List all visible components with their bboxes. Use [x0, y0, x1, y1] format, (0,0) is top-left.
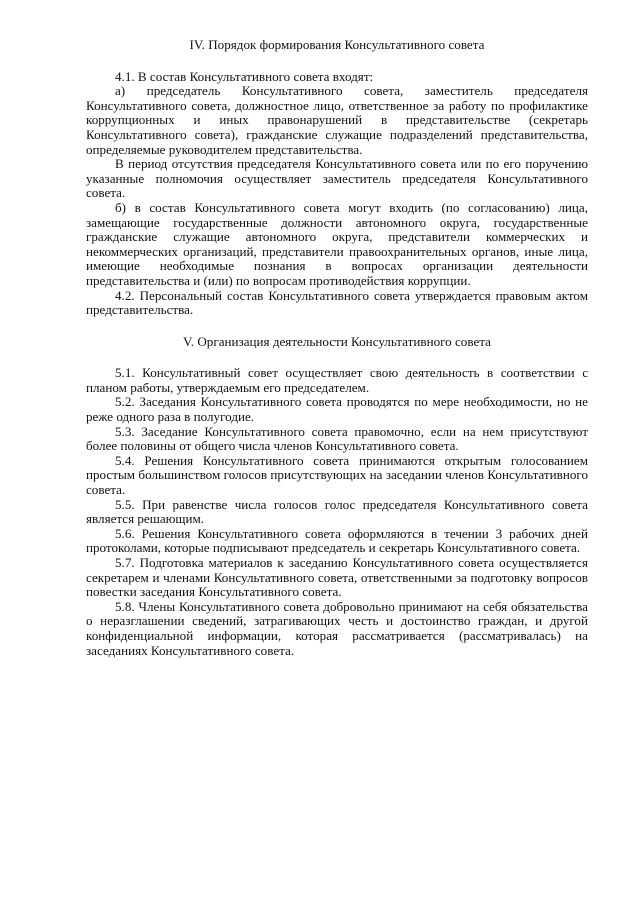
- paragraph-5-2: 5.2. Заседания Консультативного совета проводятся по мере необходимости, но не реже одного раза в полугодие.: [86, 394, 588, 425]
- section-5-title: V. Организация деятельности Консультативного совета: [183, 333, 491, 349]
- paragraph-5-3: 5.3. Заседание Консультативного совета правомочно, если на нем присутствуют более половины от общего числа членов Консультативного совета.: [86, 423, 588, 454]
- paragraph-5-4: 5.4. Решения Консультативного совета принимаются открытым голосованием простым большинством голосов присутствующих на заседании членов Консультативного совета.: [86, 452, 588, 498]
- paragraph-5-8: 5.8. Члены Консультативного совета добровольно принимают на себя обязательства о неразглашении сведений, затрагивающих честь и достоинство граждан, и другой конфиденциальной информации, которая рассматривается (рассматривалась) на заседаниях Консультативного совета.: [86, 598, 588, 658]
- paragraph-4-1: 4.1. В состав Консультативного совета входят:: [115, 68, 374, 84]
- paragraph-5-5: 5.5. При равенстве числа голосов голос председателя Консультативного совета является решающим.: [86, 496, 588, 527]
- paragraph-4-1-absence: В период отсутствия председателя Консультативного совета или по его поручению указанные полномочия осуществляет заместитель председателя Консультативного совета.: [86, 156, 588, 201]
- paragraph-4-1-b: б) в состав Консультативного совета могут входить (по согласованию) лица, замещающие государственные должности автономного округа, государственные гражданские служащие автономного округа, представители коммерческих и некоммерческих организаций, представители правоохранительных органов, иные лица, имеющие необходимые познания в вопросах организации деятельности представительства и (или) по вопросам противодействия коррупции.: [86, 199, 588, 288]
- paragraph-5-7: 5.7. Подготовка материалов к заседанию Консультативного совета осуществляется секретарем и членами Консультативного совета, ответственными за подготовку вопросов повестки заседания Консультативного совета.: [86, 555, 588, 600]
- paragraph-4-1-a: а) председатель Консультативного совета, заместитель председателя Консультативного совета, должностное лицо, ответственное за работу по профилактике коррупционных и иных правонарушений в представительстве (секретарь Консультативного совета), гражданские служащие подразделений представительства, определяемые руководителем представительства.: [86, 83, 588, 157]
- paragraph-5-6: 5.6. Решения Консультативного совета оформляются в течении 3 рабочих дней протоколами, которые подписывают председатель и секретарь Консультативного совета.: [86, 525, 588, 556]
- paragraph-5-1: 5.1. Консультативный совет осуществляет свою деятельность в соответствии с планом работы, утверждаемым его председателем.: [86, 365, 588, 395]
- document-body: [86, 38, 588, 658]
- paragraph-4-2: 4.2. Персональный состав Консультативного совета утверждается правовым актом представительства.: [86, 287, 588, 318]
- section-4-title: IV. Порядок формирования Консультативного совета: [189, 37, 485, 52]
